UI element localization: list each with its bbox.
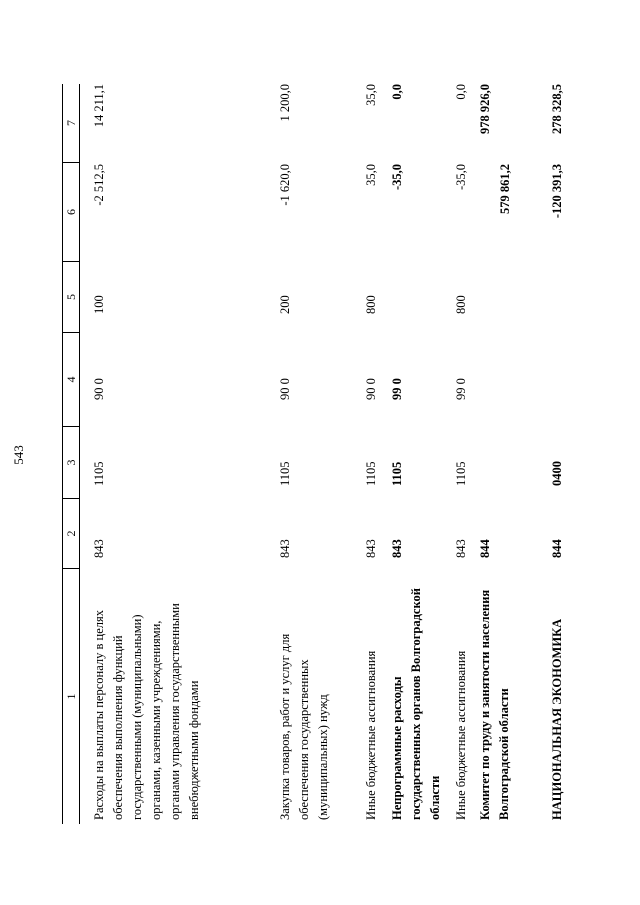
row-target: 90 0 [278,378,292,400]
row-code: 843 [364,539,378,558]
row-name: Иные бюджетные ассигнования [454,650,468,820]
header-col-3: 3 [63,426,79,498]
row-section: 1105 [92,461,106,486]
header-col-2: 2 [63,498,79,568]
header-col-5: 5 [63,261,79,332]
row-expense-type: 800 [454,295,468,314]
row-code: 844 [550,539,564,558]
row-change: -35,0 [390,164,404,191]
row-total: 278 328,5 [550,84,564,134]
row-total: 0,0 [390,84,404,100]
row-change: -2 512,5 [92,164,106,206]
header-col-1: 1 [63,568,79,824]
row-change: 35,0 [364,164,378,186]
row-code: 843 [390,539,404,558]
row-total: 978 926,0 [478,84,492,134]
row-expense-type: 200 [278,295,292,314]
row-section: 1105 [454,461,468,486]
row-change: 579 861,2 [498,164,512,214]
header-col-6: 6 [63,162,79,261]
page-number: 543 [11,445,26,465]
row-name: Закупка товаров, работ и услуг для обеспечения государственных (муниципальных) нужд [278,633,330,820]
row-code: 844 [478,539,492,558]
row-section: 0400 [550,461,564,486]
row-change: -1 620,0 [278,164,292,206]
row-total: 35,0 [364,84,378,106]
row-code: 843 [454,539,468,558]
row-code: 843 [92,539,106,558]
row-name: Иные бюджетные ассигнования [364,650,378,820]
row-target: 90 0 [92,378,106,400]
header-col-7: 7 [64,120,78,126]
row-section: 1105 [364,461,378,486]
row-target: 99 0 [454,378,468,400]
row-section: 1105 [390,461,404,486]
row-total: 1 200,0 [278,84,292,122]
row-target: 99 0 [390,378,404,400]
row-expense-type: 100 [92,295,106,314]
row-name: Непрограммные расходы государственных органов Волгоградской области [390,588,442,820]
row-target: 90 0 [364,378,378,400]
header-col-4: 4 [63,332,79,426]
budget-table [62,84,622,824]
row-change: -35,0 [454,164,468,191]
row-section: 1105 [278,461,292,486]
row-name: НАЦИОНАЛЬНАЯ ЭКОНОМИКА [550,618,564,820]
row-expense-type: 800 [364,295,378,314]
row-code: 843 [278,539,292,558]
row-total: 0,0 [454,84,468,100]
row-name: Расходы на выплаты персоналу в целях обеспечения выполнения функций государственными (муниципальными) органами, казенными учреждениями, органами управления государственными внебюджетными фондами [92,603,201,820]
row-change: -120 391,3 [550,164,564,219]
table-header [62,84,80,824]
row-total: 14 211,1 [92,84,106,128]
row-name: Комитет по труду и занятости населения Волгоградской области [478,589,511,820]
